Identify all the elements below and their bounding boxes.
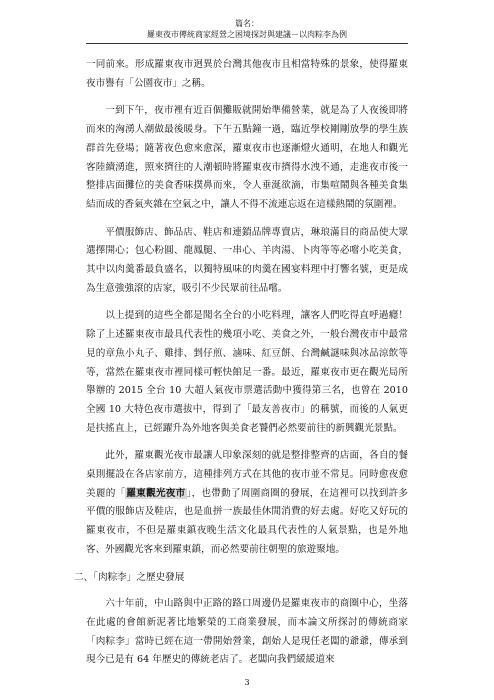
paragraph-snacks-ranking: 以上提到的這些全都是聞名全台的小吃料理，讓客人們吃得直呼過癮！除了上述羅東夜市最具代表性的幾項小吃、美食之外，一般台灣夜市中最常見的章魚小丸子、雞排、剉仔煎、滷味、紅豆餅、台灣鹹謎味與冰品涼飲等等，當然在羅東夜市裡同樣可輕快館足一番。最近，羅東夜市更在觀光局所舉辦的 2015 全台 10 大超人氣夜市票選活動中獲得第三名，也曾在 2010 全國 10 大特色夜市選拔中，得到了「最友善夜市」的稱號，而後的人氣更是扶搖直上，已經躍升為外地客與美食老饕們必然要前往的新興觀光景點。 (86, 310, 408, 434)
paragraph-history: 六十年前，中山路與中正路的路口周邊仍是羅東夜市的商圈中心，坐落在此處的會館新泥著比地繁榮的工商業發展，而本論文所探討的傳統商家「肉粽李」當時已經在這一帶開始營業，創始人是現任老闆的爺爺，傳承到現今已是有 64 年歷史的傳統老店了。老闆向我們緩緩道來 (86, 598, 408, 666)
paragraph-shops-food: 平價服飾店、飾品店、鞋店和連鎖品牌專賣店，琳琅滿目的商品使大眾選擇開心；包心粉圓、龍鳳腿、一串心、羊肉湯、卜肉等等必嚐小吃美食，其中以肉羹番最負盛名，以獨特風味的肉羹在國宴料理中打響名號，更是成為生意強強滾的店家，吸引不少民眾前往品嚐。 (86, 226, 408, 294)
document-body (74, 56, 409, 679)
paragraph-storefronts-after: 」，也帶動了周圍商圈的發展，在這裡可以找到許多平價的服飾店及鞋店，也是血拼一族最佳休閒消費的好去處。好吃又好玩的羅東夜市，不但是羅東鎮夜晚生活文化最具代表性的人氣景點，也是外地客、外國觀光客來到羅東鎮，而必然要前往朝聖的旅遊聚地。 (86, 487, 409, 555)
header-rule (86, 43, 408, 44)
highlighted-market-name: 羅東觀光夜市 (126, 487, 186, 499)
page-header (0, 18, 494, 40)
header-label: 篇名： (235, 19, 259, 28)
paragraph-evening-crowd: 一到下午，夜市裡有近百個攤販就開始準備營業，就是為了人夜後即將而來的洶湧人潮做最後暖身。下午五點鐘一過，臨近學校剛剛放學的學生族群首先登場；隨著夜色愈來愈深，羅東夜市也逐漸燈火通明，在地人和觀光客陸續湧進，照來擠往的人潮頓時將羅東夜市擠得水洩不通，走進夜市後一整排店面攤位的美食香味撲鼻而來，令人垂涎欲滴，市集喧鬧與各種美食集結而成的香氣夾雜在空氣之中，讓人不得不流連忘返在這樣熱鬧的氛圍裡。 (86, 105, 408, 210)
paragraph-storefronts (86, 447, 408, 559)
header-title: 羅東夜市傳統商家經營之困境探討與建議－以肉粽李為例 (147, 30, 347, 39)
paragraph-storefronts-before: 此外，羅東觀光夜市最讓人印象深刻的就是整排整齊的店面，各自的餐桌則擺設在各店家前方，這種排列方式在其他的夜市並不常見。同時愈夜愈美麗的「 (86, 450, 408, 499)
paragraph-continuation: 一同前來。形成羅東夜市迥異於台灣其他夜市且相當特殊的景象，使得羅東夜市譽有「公園夜市」之稱。 (86, 59, 408, 89)
section-heading: 二、「肉粽李」之歷史發展 (74, 571, 185, 583)
page-number: 3 (244, 678, 250, 687)
